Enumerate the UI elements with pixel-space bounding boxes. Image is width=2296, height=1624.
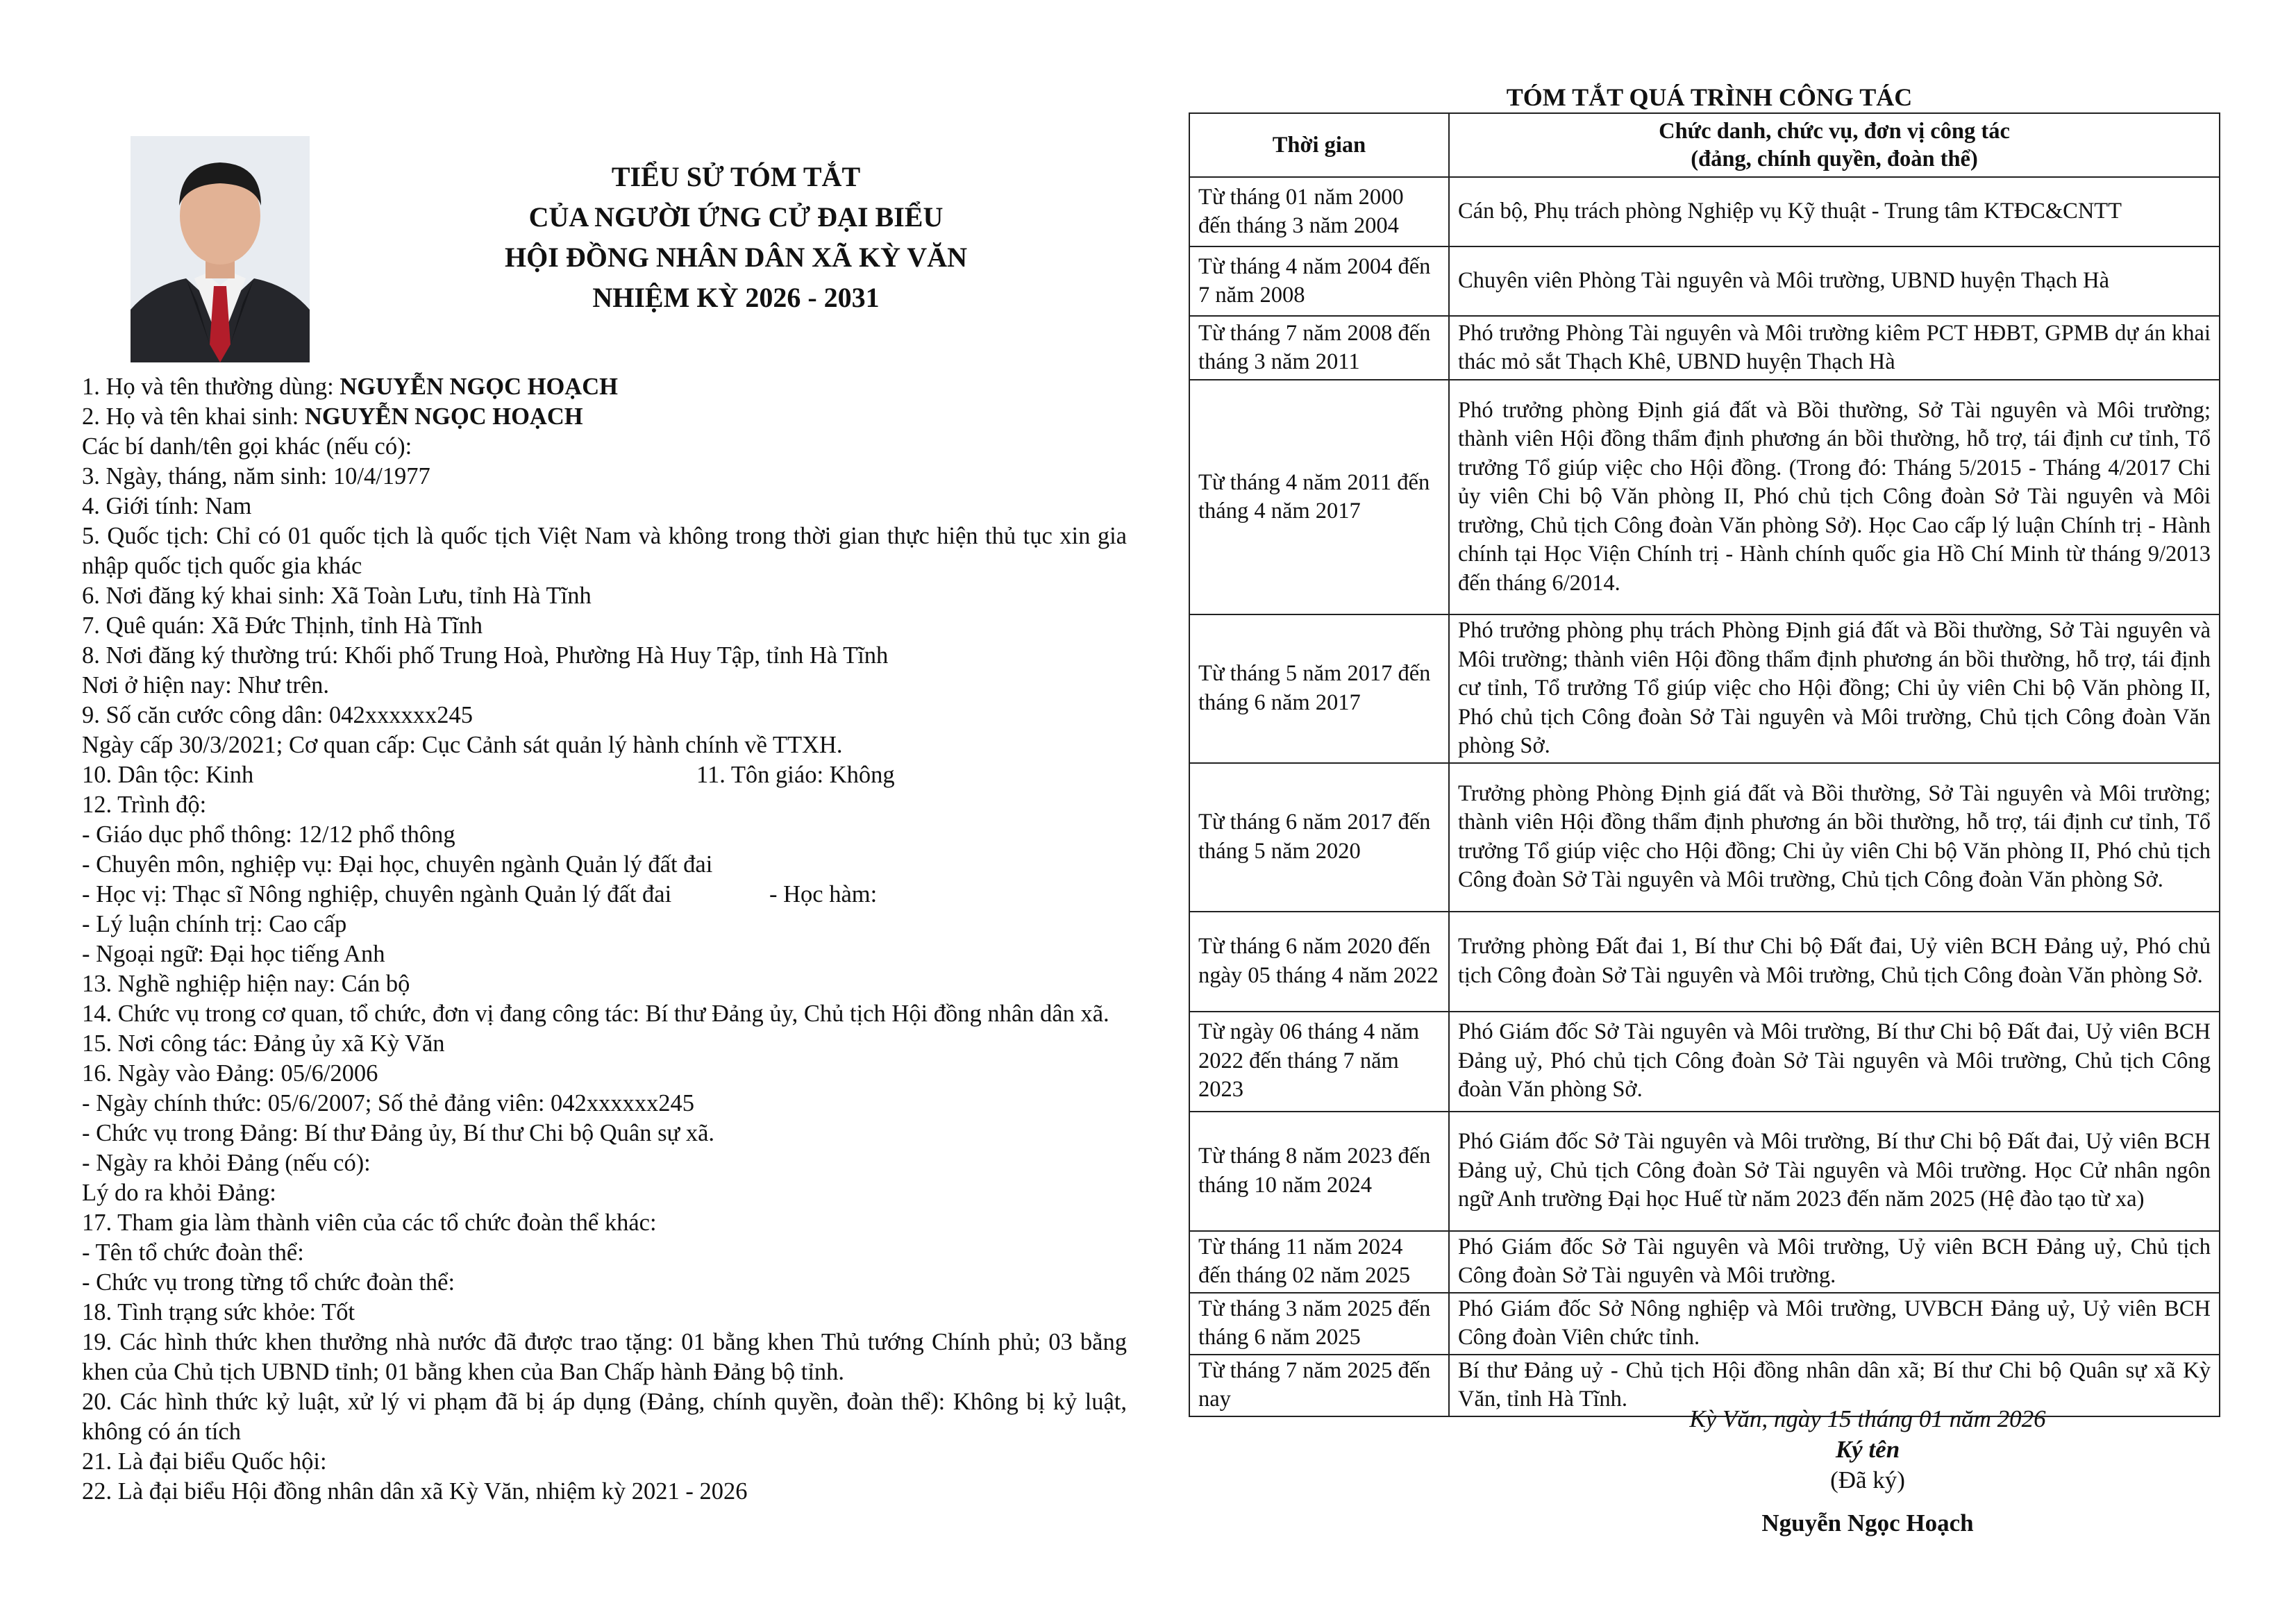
religion: 11. Tôn giáo: Không [696, 762, 895, 788]
bio-birth-registration: 6. Nơi đăng ký khai sinh: Xã Toàn Lưu, tỉnh Hà Tĩnh [82, 583, 592, 609]
table-row [1189, 380, 2220, 614]
bio-permanent-residence: 8. Nơi đăng ký thường trú: Khối phố Trung Hoà, Phường Hà Huy Tập, tỉnh Hà Tĩnh [82, 642, 889, 669]
bio-nationality: 5. Quốc tịch: Chỉ có 01 quốc tịch là quốc tịch Việt Nam và không trong thời gian thực hiện thủ tục xin gia nhập quốc tịch quốc gia khác [82, 523, 1127, 579]
bio-council-delegate: 22. Là đại biểu Hội đồng nhân dân xã Kỳ Văn, nhiệm kỳ 2021 - 2026 [82, 1478, 748, 1505]
row-time: Từ tháng 7 năm 2025 đến nay [1189, 1355, 1449, 1416]
row-time: Từ tháng 01 năm 2000 đến tháng 3 năm 2004 [1189, 177, 1449, 246]
bio-professional-education: - Chuyên môn, nghiệp vụ: Đại học, chuyên ngành Quản lý đất đai [82, 851, 713, 878]
header-position-line-2: (đảng, chính quyền, đoàn thể) [1691, 147, 1978, 171]
row-position: Trưởng phòng Đất đai 1, Bí thư Chi bộ Đất đai, Uỷ viên BCH Đảng uỷ, Phó chủ tịch Công đoàn Sở Tài nguyên và Môi trường, Chủ tịch Công đoàn Văn phòng Sở. [1449, 912, 2220, 1012]
row-time: Từ tháng 6 năm 2017 đến tháng 5 năm 2020 [1189, 763, 1449, 912]
bio-aliases: Các bí danh/tên gọi khác (nếu có): [82, 433, 412, 460]
row-time: Từ tháng 7 năm 2008 đến tháng 3 năm 2011 [1189, 316, 1449, 380]
row-position: Phó trưởng phòng Định giá đất và Bồi thường, Sở Tài nguyên và Môi trường; thành viên Hội đồng thẩm định phương án bồi thường, hỗ trợ, tái định cư tỉnh, Tổ trưởng Tổ giúp việc cho Hội đồng. (Trong đó: Tháng 5/2015 - Tháng 4/2017 Chi ủy viên Chi bộ Văn phòng II, Phó chủ tịch Công đoàn Sở Tài nguyên và Môi trường, Chủ tịch Công đoàn Văn phòng Sở). Học Cao cấp lý luận Chính trị - Hành chính tại Học Viện Chính trị - Hành chính quốc gia Hồ Chí Minh từ tháng 9/2013 đến tháng 6/2014. [1449, 380, 2220, 614]
bio-general-education: - Giáo dục phổ thông: 12/12 phổ thông [82, 821, 455, 848]
row-position: Phó Giám đốc Sở Tài nguyên và Môi trường, Bí thư Chi bộ Đất đai, Uỷ viên BCH Đảng uỷ, Phó chủ tịch Công đoàn Sở Tài nguyên và Môi trường, Chủ tịch Công đoàn Văn phòng Sở. [1449, 1012, 2220, 1112]
bio-organization-name: - Tên tổ chức đoàn thể: [82, 1239, 304, 1266]
bio-national-assembly: 21. Là đại biểu Quốc hội: [82, 1448, 327, 1475]
header-time: Thời gian [1189, 113, 1449, 177]
table-row [1189, 763, 2220, 912]
row-position: Phó trưởng Phòng Tài nguyên và Môi trường kiêm PCT HĐBT, GPMB dự án khai thác mỏ sắt Thạch Khê, UBND huyện Thạch Hà [1449, 316, 2220, 380]
bio-organizations: 17. Tham gia làm thành viên của các tổ chức đoàn thể khác: [82, 1209, 657, 1236]
bio-health: 18. Tình trạng sức khỏe: Tốt [82, 1299, 355, 1325]
table-row [1189, 246, 2220, 316]
birth-name-label: 2. Họ và tên khai sinh: [82, 403, 305, 430]
bio-awards: 19. Các hình thức khen thưởng nhà nước đã được trao tặng: 01 bằng khen Thủ tướng Chính phủ; 03 bằng khen của Chủ tịch UBND tỉnh; 01 bằng khen của Ban Chấp hành Đảng bộ tỉnh. [82, 1329, 1127, 1385]
signature-place-date: Kỳ Văn, ngày 15 tháng 01 năm 2026 [1689, 1405, 2046, 1432]
row-position: Chuyên viên Phòng Tài nguyên và Môi trường, UBND huyện Thạch Hà [1449, 246, 2220, 316]
row-time: Từ ngày 06 tháng 4 năm 2022 đến tháng 7 năm 2023 [1189, 1012, 1449, 1112]
bio-birthdate: 3. Ngày, tháng, năm sinh: 10/4/1977 [82, 463, 430, 489]
full-name-label: 1. Họ và tên thường dùng: [82, 374, 340, 400]
row-time: Từ tháng 8 năm 2023 đến tháng 10 năm 2024 [1189, 1112, 1449, 1231]
signature-name: Nguyễn Ngọc Hoạch [1761, 1509, 1974, 1537]
row-time: Từ tháng 6 năm 2020 đến ngày 05 tháng 4 năm 2022 [1189, 912, 1449, 1012]
ethnicity: 10. Dân tộc: Kinh [82, 762, 254, 788]
work-history-table [1189, 112, 2220, 1417]
row-position: Cán bộ, Phụ trách phòng Nghiệp vụ Kỹ thuật - Trung tâm KTĐC&CNTT [1449, 177, 2220, 246]
bio-organization-position: - Chức vụ trong từng tổ chức đoàn thể: [82, 1269, 455, 1296]
header-position [1449, 113, 2220, 177]
bio-party-join-date: 16. Ngày vào Đảng: 05/6/2006 [82, 1060, 378, 1087]
header-position-line-1: Chức danh, chức vụ, đơn vị công tác [1659, 119, 2010, 144]
bio-workplace: 15. Nơi công tác: Đảng ủy xã Kỳ Văn [82, 1030, 445, 1057]
bio-occupation: 13. Nghề nghiệp hiện nay: Cán bộ [82, 971, 410, 997]
table-row [1189, 614, 2220, 763]
row-position: Phó Giám đốc Sở Nông nghiệp và Môi trường, UVBCH Đảng uỷ, Uỷ viên BCH Công đoàn Viên chức tỉnh. [1449, 1293, 2220, 1355]
bio-discipline: 20. Các hình thức kỷ luật, xử lý vi phạm đã bị áp dụng (Đảng, chính quyền, đoàn thể): Không bị kỷ luật, không có án tích [82, 1389, 1127, 1445]
table-row [1189, 316, 2220, 380]
table-row [1189, 1012, 2220, 1112]
bio-degree [82, 880, 1127, 910]
bio-political-theory: - Lý luận chính trị: Cao cấp [82, 911, 347, 937]
biography-section [82, 372, 1127, 1507]
row-position: Phó trưởng phòng phụ trách Phòng Định giá đất và Bồi thường, Sở Tài nguyên và Môi trường; thành viên Hội đồng thẩm định phương án bồi thường, hỗ trợ, tái định cư tỉnh, Tổ trưởng Tổ giúp việc cho Hội đồng; Chi ủy viên Chi bộ Văn phòng II, Phó chủ tịch Công đoàn Sở Tài nguyên và Môi trường, Chủ tịch Công đoàn Văn phòng Sở. [1449, 614, 2220, 763]
bio-full-name [82, 372, 1127, 402]
bio-foreign-language: - Ngoại ngữ: Đại học tiếng Anh [82, 941, 385, 967]
bio-id-number: 9. Số căn cước công dân: 042xxxxxx245 [82, 702, 473, 728]
work-history-title: TÓM TẮT QUÁ TRÌNH CÔNG TÁC [1506, 83, 1913, 111]
signature-signed-note: (Đã ký) [1830, 1466, 1905, 1493]
work-table-header-row [1189, 113, 2220, 177]
table-row [1189, 912, 2220, 1012]
row-position: Bí thư Đảng uỷ - Chủ tịch Hội đồng nhân dân xã; Bí thư Chi bộ Quân sự xã Kỳ Văn, tỉnh Hà Tĩnh. [1449, 1355, 2220, 1416]
bio-party-official-date: - Ngày chính thức: 05/6/2007; Số thẻ đảng viên: 042xxxxxx245 [82, 1090, 695, 1116]
row-time: Từ tháng 5 năm 2017 đến tháng 6 năm 2017 [1189, 614, 1449, 763]
row-time: Từ tháng 4 năm 2004 đến 7 năm 2008 [1189, 246, 1449, 316]
table-row [1189, 177, 2220, 246]
title-line-1: TIỂU SỬ TÓM TẮT [611, 161, 861, 192]
degree: - Học vị: Thạc sĩ Nông nghiệp, chuyên ngành Quản lý đất đai [82, 881, 672, 907]
bio-id-issue: Ngày cấp 30/3/2021; Cơ quan cấp: Cục Cảnh sát quản lý hành chính về TTXH. [82, 732, 843, 758]
title-line-2: CỦA NGƯỜI ỨNG CỬ ĐẠI BIỂU [528, 201, 944, 233]
full-name-value: NGUYỄN NGỌC HOẠCH [340, 374, 618, 400]
row-time: Từ tháng 4 năm 2011 đến tháng 4 năm 2017 [1189, 380, 1449, 614]
bio-party-leave-date: - Ngày ra khỏi Đảng (nếu có): [82, 1150, 371, 1176]
bio-party-position: - Chức vụ trong Đảng: Bí thư Đảng ủy, Bí thư Chi bộ Quân sự xã. [82, 1120, 715, 1146]
row-time: Từ tháng 11 năm 2024 đến tháng 02 năm 2025 [1189, 1231, 1449, 1293]
row-position: Phó Giám đốc Sở Tài nguyên và Môi trường, Uỷ viên BCH Đảng uỷ, Chủ tịch Công đoàn Sở Tài nguyên và Môi trường. [1449, 1231, 2220, 1293]
bio-current-residence: Nơi ở hiện nay: Như trên. [82, 672, 330, 698]
table-row [1189, 1231, 2220, 1293]
table-row [1189, 1112, 2220, 1231]
bio-hometown: 7. Quê quán: Xã Đức Thịnh, tỉnh Hà Tĩnh [82, 612, 483, 639]
birth-name-value: NGUYỄN NGỌC HOẠCH [305, 403, 583, 430]
bio-education-heading: 12. Trình độ: [82, 792, 207, 818]
academic-title: - Học hàm: [769, 881, 878, 907]
bio-current-position: 14. Chức vụ trong cơ quan, tổ chức, đơn vị đang công tác: Bí thư Đảng ủy, Chủ tịch Hội đồng nhân dân xã. [82, 1001, 1109, 1027]
candidate-photo [131, 136, 310, 362]
bio-gender: 4. Giới tính: Nam [82, 493, 252, 519]
row-time: Từ tháng 3 năm 2025 đến tháng 6 năm 2025 [1189, 1293, 1449, 1355]
title-line-3: HỘI ĐỒNG NHÂN DÂN XÃ KỲ VĂN [505, 242, 967, 273]
table-row [1189, 1293, 2220, 1355]
bio-birth-name [82, 402, 1127, 432]
row-position: Trưởng phòng Phòng Định giá đất và Bồi thường, Sở Tài nguyên và Môi trường; thành viên Hội đồng thẩm định phương án bồi thường, hỗ trợ, tái định cư tỉnh, Tổ trưởng Tổ giúp việc cho Hội đồng; Chi ủy viên Chi bộ Văn phòng II, Phó chủ tịch Công đoàn Sở Tài nguyên và Môi trường, Chủ tịch Công đoàn Văn phòng Sở. [1449, 763, 2220, 912]
row-position: Phó Giám đốc Sở Tài nguyên và Môi trường, Bí thư Chi bộ Đất đai, Uỷ viên BCH Đảng uỷ, Chủ tịch Công đoàn Sở Tài nguyên và Môi trường. Học Cử nhân ngôn ngữ Anh trường Đại học Huế từ năm 2023 đến năm 2025 (Hệ đào tạo từ xa) [1449, 1112, 2220, 1231]
bio-party-leave-reason: Lý do ra khỏi Đảng: [82, 1180, 276, 1206]
signature-block [1583, 1404, 2152, 1539]
document-title [458, 157, 1014, 318]
title-line-4: NHIỆM KỲ 2026 - 2031 [592, 282, 880, 313]
bio-ethnicity-religion [82, 760, 1127, 790]
signature-label: Ký tên [1835, 1436, 1900, 1463]
